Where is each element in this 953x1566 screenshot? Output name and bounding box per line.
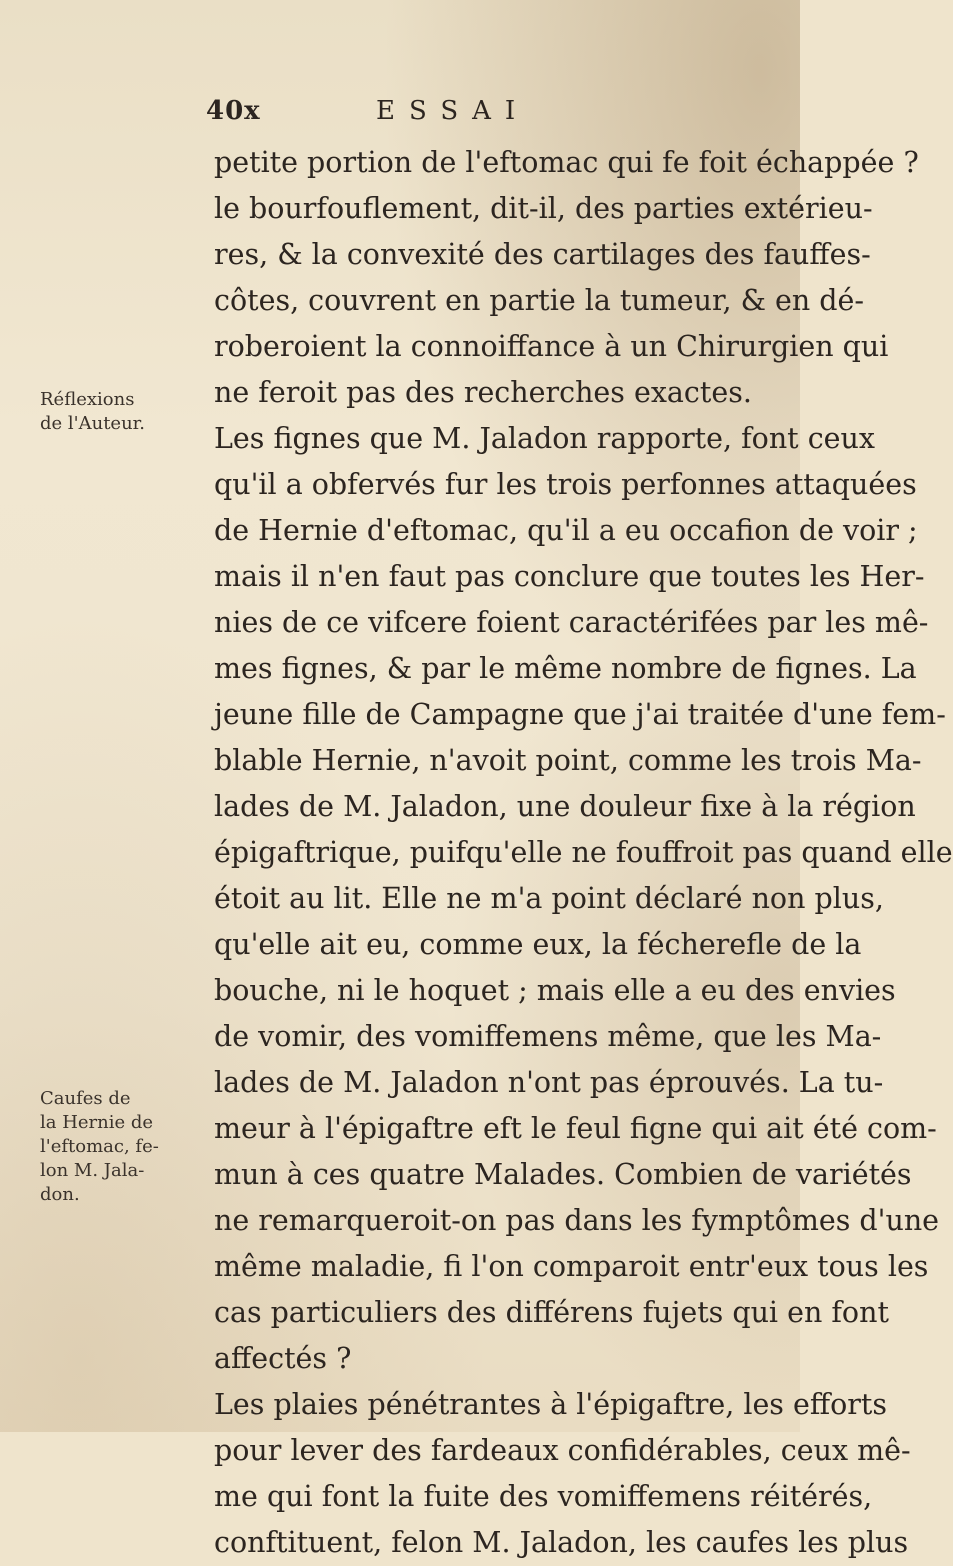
text-line: lades de M. Jaladon, une douleur fixe à la région — [214, 790, 916, 823]
text-line: ne feroit pas des recherches exactes. — [214, 376, 752, 409]
margin-note-line: Caufes de — [40, 1088, 131, 1109]
text-line: me qui font la fuite des vomiffemens réitérés, — [214, 1480, 873, 1513]
margin-note-line: la Hernie de — [40, 1112, 154, 1133]
text-line: même maladie, fi l'on comparoit entr'eux tous les — [214, 1250, 929, 1283]
text-line: jeune fille de Campagne que j'ai traitée d'une fem- — [214, 698, 946, 731]
text-line: petite portion de l'eftomac qui fe foit échappée ? — [214, 146, 919, 179]
page-number: 40x — [206, 96, 261, 126]
text-line: de vomir, des vomiffemens même, que les Ma- — [214, 1020, 882, 1053]
text-line: cas particuliers des différens fujets qui en font — [214, 1296, 889, 1329]
margin-note-line: de l'Auteur. — [40, 413, 146, 434]
body-text — [214, 140, 953, 1566]
text-line: ne remarqueroit-on pas dans les fymptômes d'une — [214, 1204, 940, 1237]
text-line: bouche, ni le hoquet ; mais elle a eu des envies — [214, 974, 896, 1007]
margin-note-reflexions — [40, 388, 190, 436]
text-line: lades de M. Jaladon n'ont pas éprouvés. La tu- — [214, 1066, 884, 1099]
margin-note-line: l'eftomac, fe- — [40, 1136, 159, 1157]
page-header — [206, 96, 766, 136]
margin-note-line: don. — [40, 1184, 80, 1205]
text-line: qu'elle ait eu, comme eux, la fécherefle de la — [214, 928, 862, 961]
text-line: roberoient la connoiffance à un Chirurgien qui — [214, 330, 889, 363]
margin-note-causes — [40, 1087, 190, 1207]
text-line: de Hernie d'eftomac, qu'il a eu occafion de voir ; — [214, 514, 918, 547]
text-line: pour lever des fardeaux confidérables, ceux mê- — [214, 1434, 911, 1467]
text-line: mais il n'en faut pas conclure que toutes les Her- — [214, 560, 925, 593]
text-line: mun à ces quatre Malades. Combien de variétés — [214, 1158, 912, 1191]
text-line: Les plaies pénétrantes à l'épigaftre, les efforts — [214, 1388, 887, 1421]
margin-note-line: Réflexions — [40, 389, 135, 410]
text-line: meur à l'épigaftre eft le feul figne qui ait été com- — [214, 1112, 937, 1145]
text-line: blable Hernie, n'avoit point, comme les trois Ma- — [214, 744, 922, 777]
margin-note-line: lon M. Jala- — [40, 1160, 145, 1181]
text-line: épigaftrique, puifqu'elle ne fouffroit pas quand elle — [214, 836, 953, 869]
text-line: Les fignes que M. Jaladon rapporte, font ceux — [214, 422, 875, 455]
text-line: étoit au lit. Elle ne m'a point déclaré non plus, — [214, 882, 884, 915]
text-line: mes fignes, & par le même nombre de fignes. La — [214, 652, 917, 685]
text-line: conftituent, felon M. Jaladon, les caufes les plus — [214, 1526, 909, 1559]
running-title: ESSAI — [376, 96, 530, 126]
text-line: côtes, couvrent en partie la tumeur, & en dé- — [214, 284, 865, 317]
text-line: nies de ce vifcere foient caractérifées par les mê- — [214, 606, 929, 639]
text-line: qu'il a obfervés fur les trois perfonnes attaquées — [214, 468, 917, 501]
text-line: affectés ? — [214, 1342, 352, 1375]
text-line: le bourfouflement, dit-il, des parties extérieu- — [214, 192, 873, 225]
text-line: res, & la convexité des cartilages des fauffes- — [214, 238, 871, 271]
